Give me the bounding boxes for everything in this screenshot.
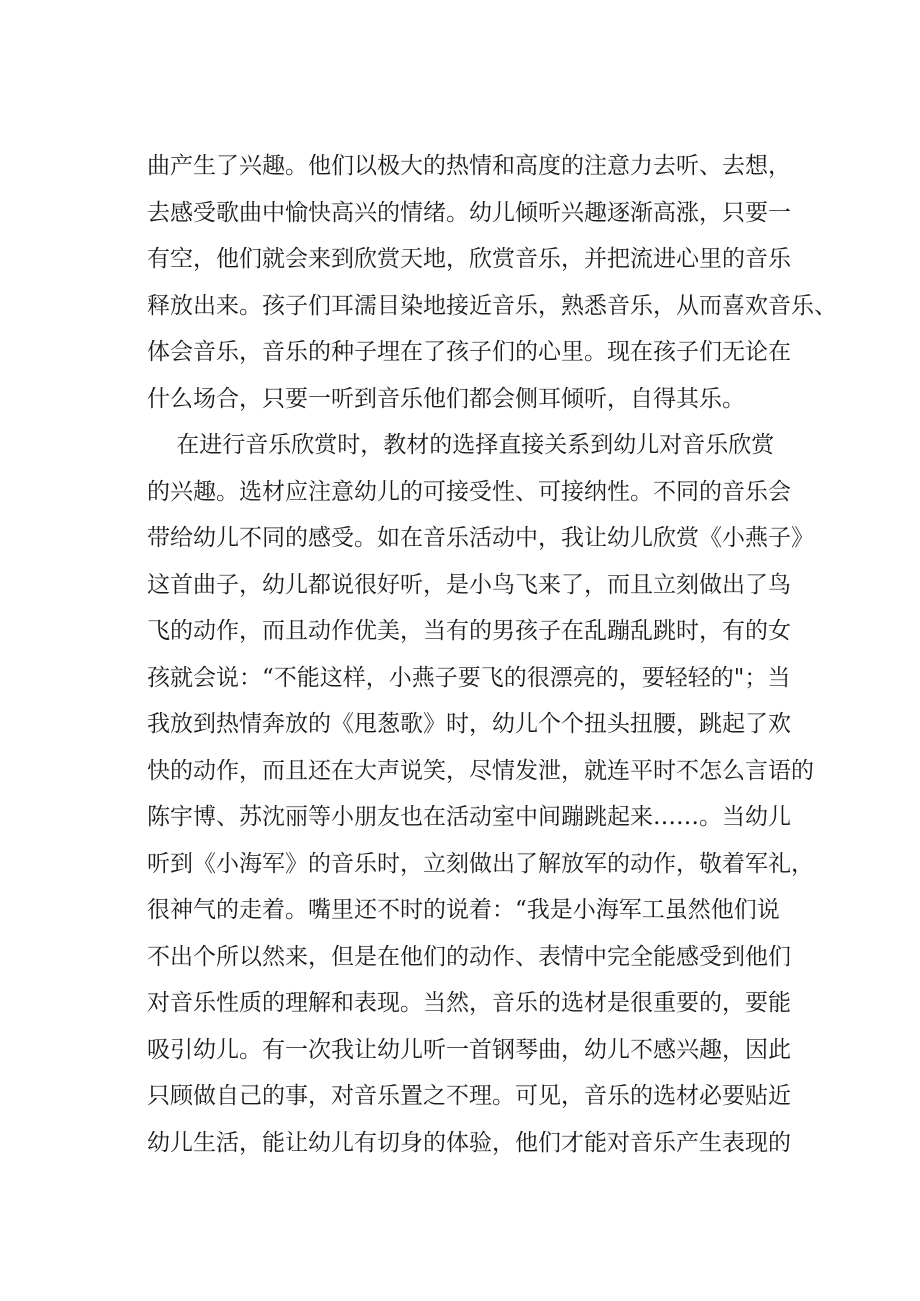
text-line: 在进行音乐欣赏时，教材的选择直接关系到幼儿对音乐欣赏 [147, 432, 775, 458]
text-line: 体会音乐，音乐的种子埋在了孩子们的心里。现在孩子们无论在 [147, 339, 791, 365]
text-line: 陈宇博、苏沈丽等小朋友也在活动室中间蹦跳起来……。当幼儿 [147, 804, 791, 830]
text-line: 不出个所以然来，但是在他们的动作、表情中完全能感受到他们 [147, 943, 791, 970]
body-text [147, 143, 837, 1166]
text-line: 飞的动作，而且动作优美，当有的男孩子在乱蹦乱跳时，有的女 [147, 618, 791, 644]
text-line: 幼儿生活，能让幼儿有切身的体验，他们才能对音乐产生表现的 [147, 1129, 791, 1156]
text-line: 很神气的走着。嘴里还不时的说着：“我是小海军工虽然他们说 [147, 897, 780, 923]
text-line: 孩就会说：“不能这样，小燕子要飞的很漂亮的，要轻轻的"；当 [147, 664, 791, 691]
text-line: 曲产生了兴趣。他们以极大的热情和高度的注意力去听、去想， [147, 153, 791, 179]
text-line: 这首曲子，幼儿都说很好听，是小鸟飞来了，而且立刻做出了鸟 [147, 571, 791, 598]
text-line: 释放出来。孩子们耳濡目染地接近音乐，熟悉音乐，从而喜欢音乐、 [147, 292, 837, 319]
text-line: 的兴趣。选材应注意幼儿的可接受性、可接纳性。不同的音乐会 [147, 478, 791, 505]
text-line: 带给幼儿不同的感受。如在音乐活动中，我让幼儿欣赏《小燕子》 [147, 525, 814, 551]
text-line: 我放到热情奔放的《甩葱歌》时，幼儿个个扭头扭腰，跳起了欢 [147, 711, 791, 737]
text-line: 什么场合，只要一听到音乐他们都会侧耳倾听，自得其乐。 [147, 385, 745, 412]
text-line: 快的动作，而且还在大声说笑，尽情发泄，就连平时不怎么言语的 [147, 757, 814, 784]
text-line: 听到《小海军》的音乐时，立刻做出了解放军的动作，敬着军礼， [147, 850, 814, 877]
text-line: 只顾做自己的事，对音乐置之不理。可见，音乐的选材必要贴近 [147, 1083, 791, 1109]
text-line: 对音乐性质的理解和表现。当然，音乐的选材是很重要的，要能 [147, 990, 791, 1016]
text-line: 去感受歌曲中愉快高兴的情绪。幼儿倾听兴趣逐渐高涨，只要一 [147, 199, 791, 226]
text-line: 有空，他们就会来到欣赏天地，欣赏音乐，并把流进心里的音乐 [147, 246, 791, 272]
text-line: 吸引幼儿。有一次我让幼儿听一首钢琴曲，幼儿不感兴趣，因此 [147, 1036, 791, 1063]
